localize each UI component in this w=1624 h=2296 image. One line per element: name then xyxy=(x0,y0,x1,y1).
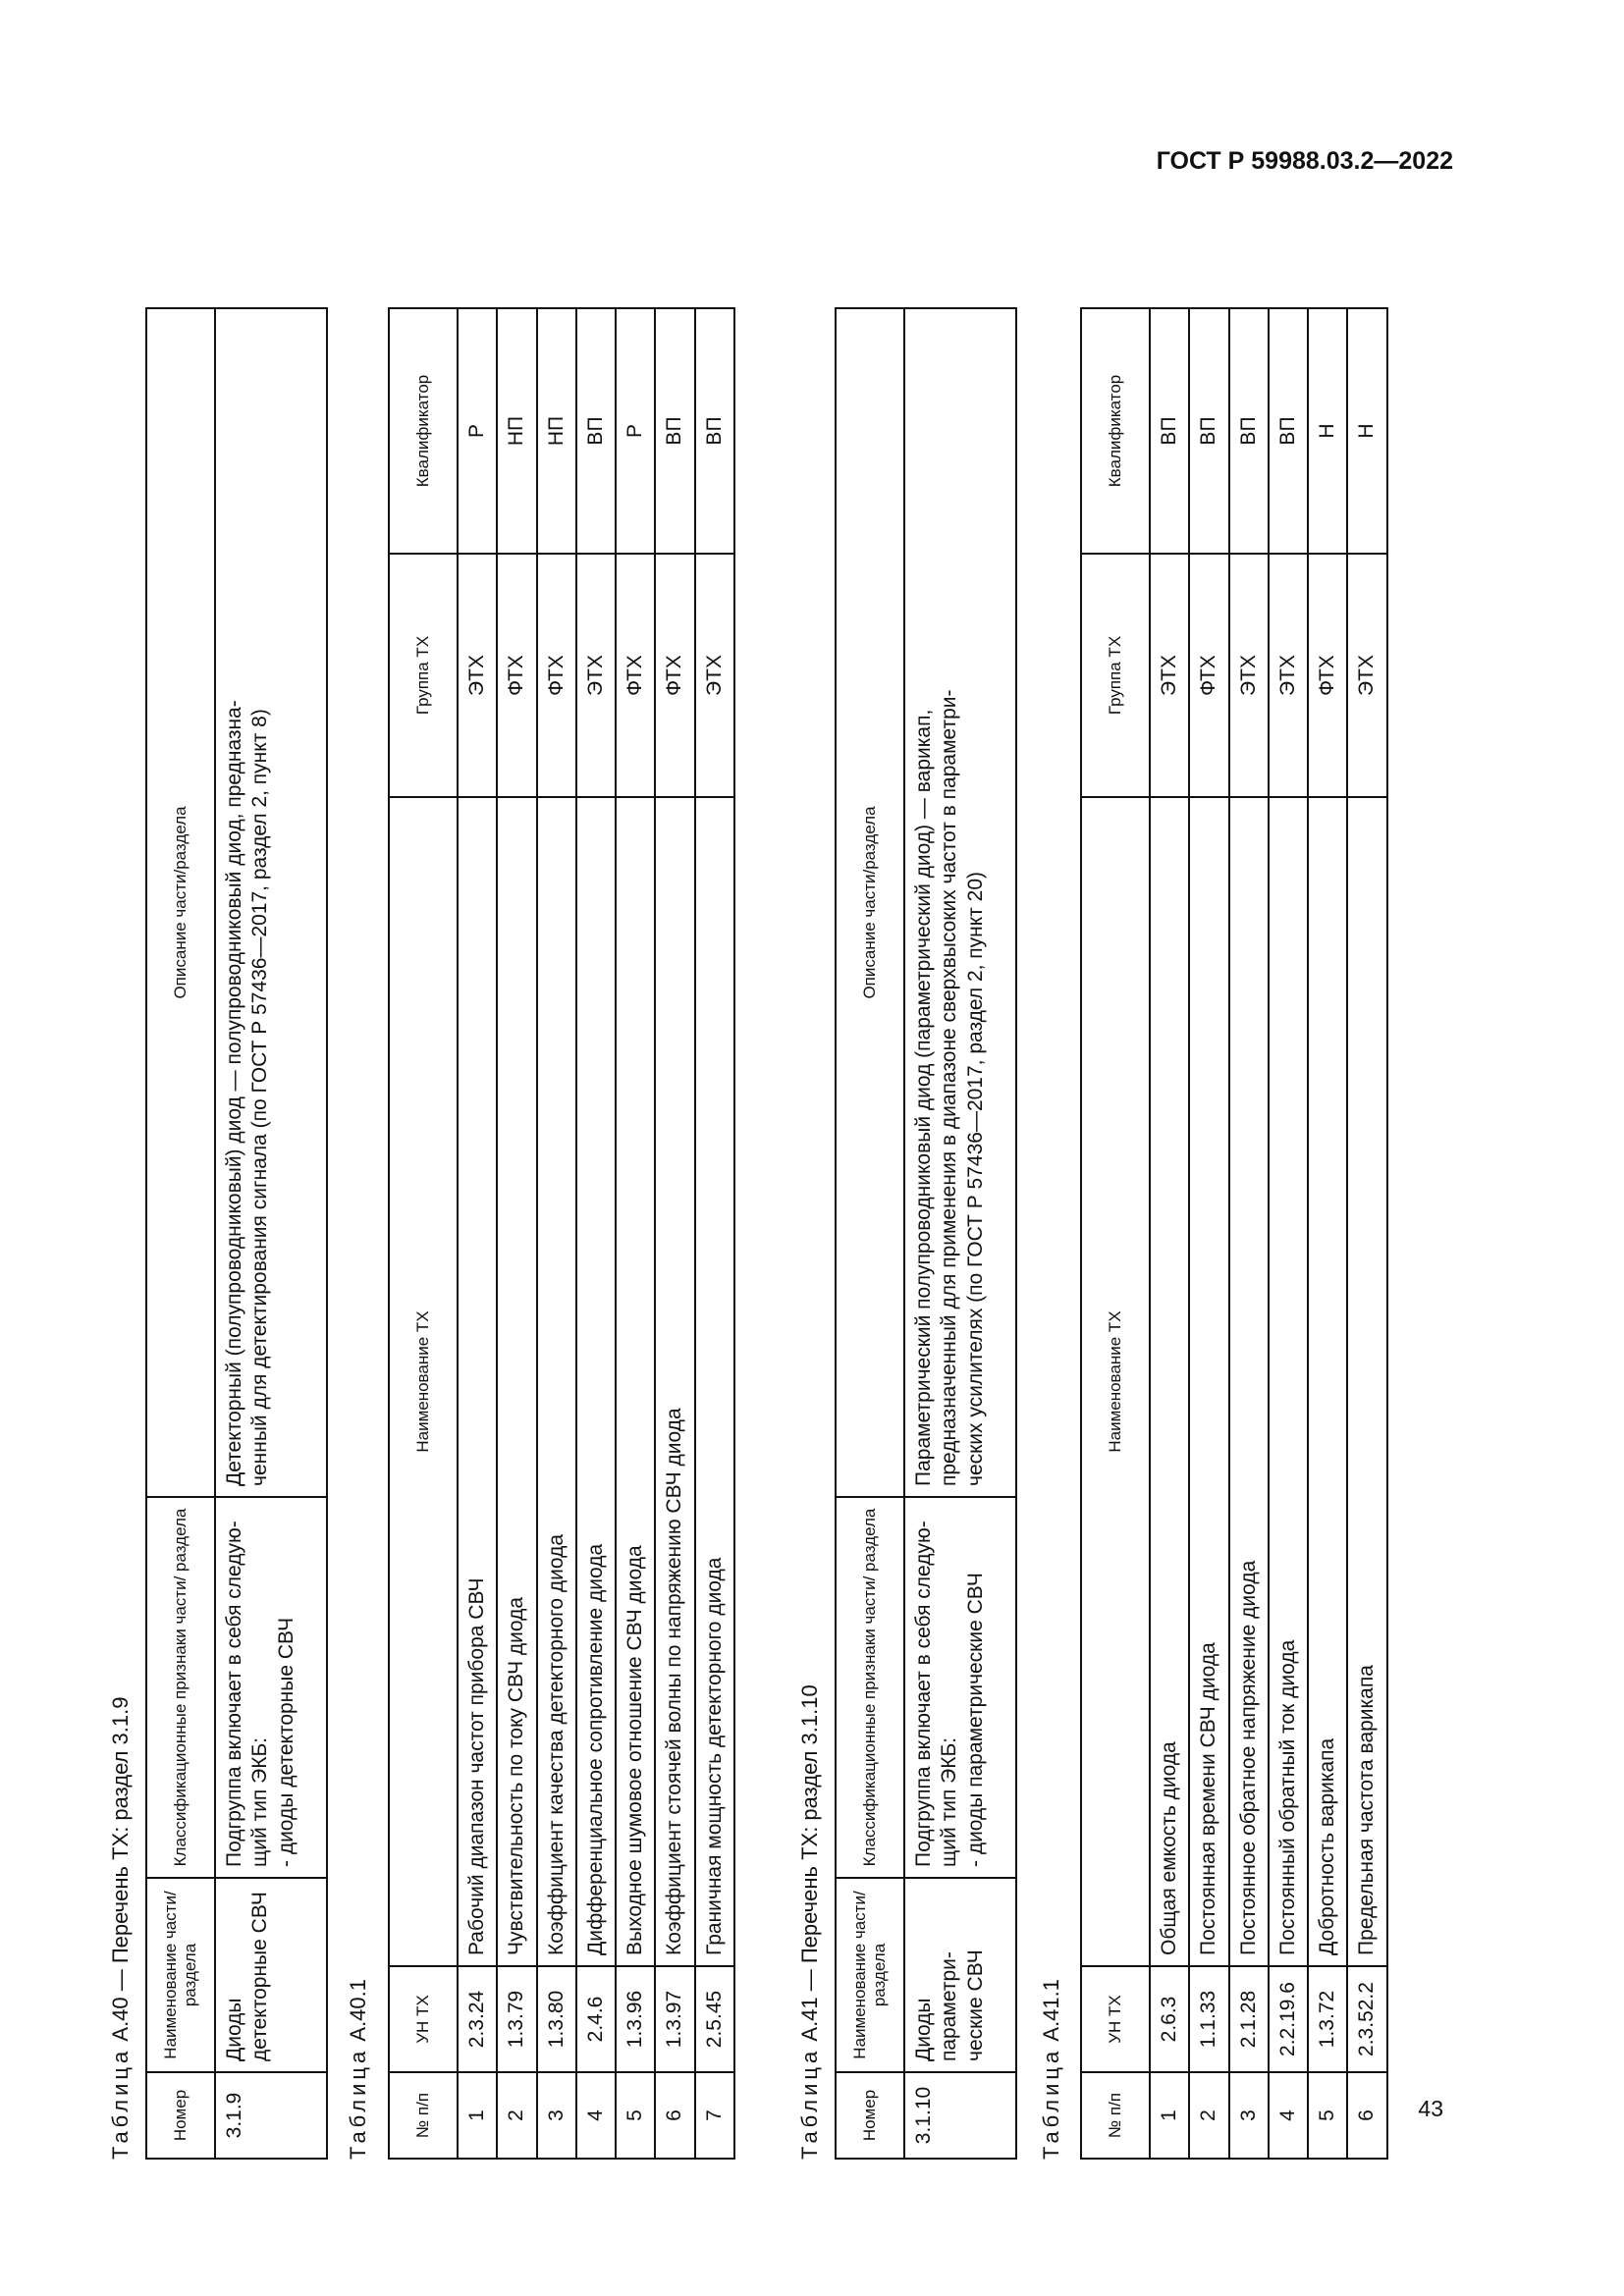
code-cell: 2.3.24 xyxy=(458,1966,497,2072)
name-cell: Коэффициент качества детекторного диода xyxy=(537,797,576,1966)
description-cell xyxy=(904,308,1016,1497)
qualifier-cell: ВП xyxy=(1269,308,1308,554)
caption-text: А.40 — Перечень ТХ: раздел 3.1.9 xyxy=(108,1696,133,2042)
code-cell: 1.3.97 xyxy=(655,1966,694,2072)
caption-a41-1 xyxy=(1039,1979,1064,2160)
code-cell: 1.3.72 xyxy=(1308,1966,1347,2072)
table-row xyxy=(1150,308,1189,2159)
qualifier-cell: ВП xyxy=(576,308,616,554)
table-row xyxy=(616,308,655,2159)
header-cell: Квалификатор xyxy=(1081,308,1150,554)
table-a40-1 xyxy=(388,307,735,2160)
row-number-cell: 2 xyxy=(1189,2072,1228,2159)
number-cell: 3.1.9 xyxy=(215,2072,327,2159)
header-cell: Описание части/раздела xyxy=(836,308,904,1497)
name-cell: Общая емкость диода xyxy=(1150,797,1189,1966)
table-row xyxy=(497,308,536,2159)
caption-word: Таблица xyxy=(346,2047,370,2160)
group-cell: ФТХ xyxy=(1189,554,1228,797)
row-number-cell: 6 xyxy=(1347,2072,1386,2159)
name-cell: Постоянная времени СВЧ диода xyxy=(1189,797,1228,1966)
table-row xyxy=(1347,308,1386,2159)
document-code: ГОСТ Р 59988.03.2—2022 xyxy=(1156,147,1453,175)
features-cell xyxy=(904,1497,1016,1878)
header-cell: Классификационные признаки части/ раздела xyxy=(836,1497,904,1878)
qualifier-cell: Р xyxy=(458,308,497,554)
code-cell: 1.3.96 xyxy=(616,1966,655,2072)
table-row xyxy=(655,308,694,2159)
qualifier-cell: НП xyxy=(497,308,536,554)
row-number-cell: 4 xyxy=(576,2072,616,2159)
table-row xyxy=(1229,308,1269,2159)
code-cell: 1.3.79 xyxy=(497,1966,536,2072)
description-line: ческих усилителях (по ГОСТ Р 57436—2017, раздел 2, пункт 20) xyxy=(963,872,987,1486)
number-cell: 3.1.10 xyxy=(904,2072,1016,2159)
group-cell: ФТХ xyxy=(537,554,576,797)
group-cell: ЭТХ xyxy=(1150,554,1189,797)
group-cell: ЭТХ xyxy=(1347,554,1386,797)
group-cell: ЭТХ xyxy=(576,554,616,797)
row-number-cell: 5 xyxy=(1308,2072,1347,2159)
name-cell: Граничная мощность детекторного диода xyxy=(695,797,734,1966)
group-cell: ФТХ xyxy=(497,554,536,797)
table-header-row xyxy=(146,308,215,2159)
table-row xyxy=(1189,308,1228,2159)
header-cell: Номер xyxy=(836,2072,904,2159)
name-cell: Диоды детекторные СВЧ xyxy=(215,1878,327,2072)
features-line: Подгруппа включает в себя следую- xyxy=(223,1521,245,1867)
row-number-cell: 5 xyxy=(616,2072,655,2159)
features-line: щий тип ЭКБ: xyxy=(248,1736,272,1867)
caption-word: Таблица xyxy=(797,2047,822,2160)
features-line: - диоды детекторные СВЧ xyxy=(274,1617,298,1867)
group-cell: ЭТХ xyxy=(1269,554,1308,797)
qualifier-cell: ВП xyxy=(695,308,734,554)
caption-word: Таблица xyxy=(108,2047,133,2160)
group-cell: ЭТХ xyxy=(695,554,734,797)
caption-a40-1 xyxy=(346,1979,371,2160)
table-row xyxy=(695,308,734,2159)
qualifier-cell: Н xyxy=(1308,308,1347,554)
qualifier-cell: Р xyxy=(616,308,655,554)
header-cell: Квалификатор xyxy=(389,308,458,554)
description-line: Параметрический полупроводниковый диод (параметрический диод) — варикап, xyxy=(912,709,935,1486)
name-cell: Диоды параметри- ческие СВЧ xyxy=(904,1878,1016,2072)
name-cell: Дифференциальное сопротивление диода xyxy=(576,797,616,1966)
qualifier-cell: ВП xyxy=(1189,308,1228,554)
caption-word: Таблица xyxy=(1039,2047,1063,2160)
header-cell: УН ТХ xyxy=(389,1966,458,2072)
row-number-cell: 6 xyxy=(655,2072,694,2159)
row-number-cell: 1 xyxy=(1150,2072,1189,2159)
row-number-cell: 3 xyxy=(537,2072,576,2159)
table-header-row xyxy=(1081,308,1150,2159)
description-line: предназначенный для применения в диапазоне сверхвысоких частот в параметри- xyxy=(938,689,961,1486)
description-line: ченный для детектирования сигнала (по ГОСТ Р 57436—2017, раздел 2, пункт 8) xyxy=(248,709,272,1486)
header-cell: Группа ТХ xyxy=(389,554,458,797)
row-number-cell: 1 xyxy=(458,2072,497,2159)
group-cell: ЭТХ xyxy=(458,554,497,797)
code-cell: 1.1.33 xyxy=(1189,1966,1228,2072)
code-cell: 2.2.19.6 xyxy=(1269,1966,1308,2072)
row-number-cell: 3 xyxy=(1229,2072,1269,2159)
header-cell: Номер xyxy=(146,2072,215,2159)
name-cell: Рабочий диапазон частот прибора СВЧ xyxy=(458,797,497,1966)
code-cell: 2.1.28 xyxy=(1229,1966,1269,2072)
name-cell: Постоянное обратное напряжение диода xyxy=(1229,797,1269,1966)
table-row xyxy=(458,308,497,2159)
table-row xyxy=(1308,308,1347,2159)
table-row xyxy=(1269,308,1308,2159)
name-cell: Добротность варикапа xyxy=(1308,797,1347,1966)
page-number: 43 xyxy=(1418,2096,1443,2121)
group-cell: ФТХ xyxy=(655,554,694,797)
table-row xyxy=(576,308,616,2159)
row-number-cell: 7 xyxy=(695,2072,734,2159)
qualifier-cell: ВП xyxy=(1150,308,1189,554)
qualifier-cell: НП xyxy=(537,308,576,554)
code-cell: 2.6.3 xyxy=(1150,1966,1189,2072)
table-a40 xyxy=(145,307,328,2160)
header-cell: Наименование ТХ xyxy=(1081,797,1150,1966)
qualifier-cell: ВП xyxy=(1229,308,1269,554)
header-cell: Наименование части/ раздела xyxy=(146,1878,215,2072)
code-cell: 2.3.52.2 xyxy=(1347,1966,1386,2072)
description-cell xyxy=(215,308,327,1497)
table-a41 xyxy=(835,307,1017,2160)
group-cell: ФТХ xyxy=(1308,554,1347,797)
code-cell: 2.5.45 xyxy=(695,1966,734,2072)
header-cell: Описание части/раздела xyxy=(146,308,215,1497)
table-header-row xyxy=(389,308,458,2159)
header-cell: № п/п xyxy=(1081,2072,1150,2159)
features-line: щий тип ЭКБ: xyxy=(938,1736,961,1867)
name-cell: Предельная частота варикапа xyxy=(1347,797,1386,1966)
name-cell: Чувствительность по току СВЧ диода xyxy=(497,797,536,1966)
qualifier-cell: ВП xyxy=(655,308,694,554)
features-cell xyxy=(215,1497,327,1878)
header-cell: Классификационные признаки части/ раздела xyxy=(146,1497,215,1878)
table-a41-1 xyxy=(1080,307,1388,2160)
caption-text: А.40.1 xyxy=(346,1979,370,2042)
header-cell: Группа ТХ xyxy=(1081,554,1150,797)
table-row xyxy=(904,308,1016,2159)
features-line: Подгруппа включает в себя следую- xyxy=(912,1521,935,1867)
name-cell: Коэффициент стоячей волны по напряжению СВЧ диода xyxy=(655,797,694,1966)
caption-a41 xyxy=(797,1684,823,2160)
caption-text: А.41.1 xyxy=(1039,1979,1063,2042)
table-row xyxy=(537,308,576,2159)
group-cell: ФТХ xyxy=(616,554,655,797)
rotated-content xyxy=(98,206,1492,2169)
row-number-cell: 4 xyxy=(1269,2072,1308,2159)
header-cell: № п/п xyxy=(389,2072,458,2159)
row-number-cell: 2 xyxy=(497,2072,536,2159)
table-row xyxy=(215,308,327,2159)
header-cell: Наименование ТХ xyxy=(389,797,458,1966)
code-cell: 2.4.6 xyxy=(576,1966,616,2072)
code-cell: 1.3.80 xyxy=(537,1966,576,2072)
qualifier-cell: Н xyxy=(1347,308,1386,554)
name-cell: Выходное шумовое отношение СВЧ диода xyxy=(616,797,655,1966)
header-cell: УН ТХ xyxy=(1081,1966,1150,2072)
caption-text: А.41 — Перечень ТХ: раздел 3.1.10 xyxy=(797,1684,822,2042)
caption-a40 xyxy=(108,1697,134,2160)
description-line: Детекторный (полупроводниковый) диод — полупроводниковый диод, предназна- xyxy=(223,700,245,1486)
header-cell: Наименование части/ раздела xyxy=(836,1878,904,2072)
name-cell: Постоянный обратный ток диода xyxy=(1269,797,1308,1966)
features-line: - диоды параметрические СВЧ xyxy=(963,1573,987,1867)
table-header-row xyxy=(836,308,904,2159)
group-cell: ЭТХ xyxy=(1229,554,1269,797)
